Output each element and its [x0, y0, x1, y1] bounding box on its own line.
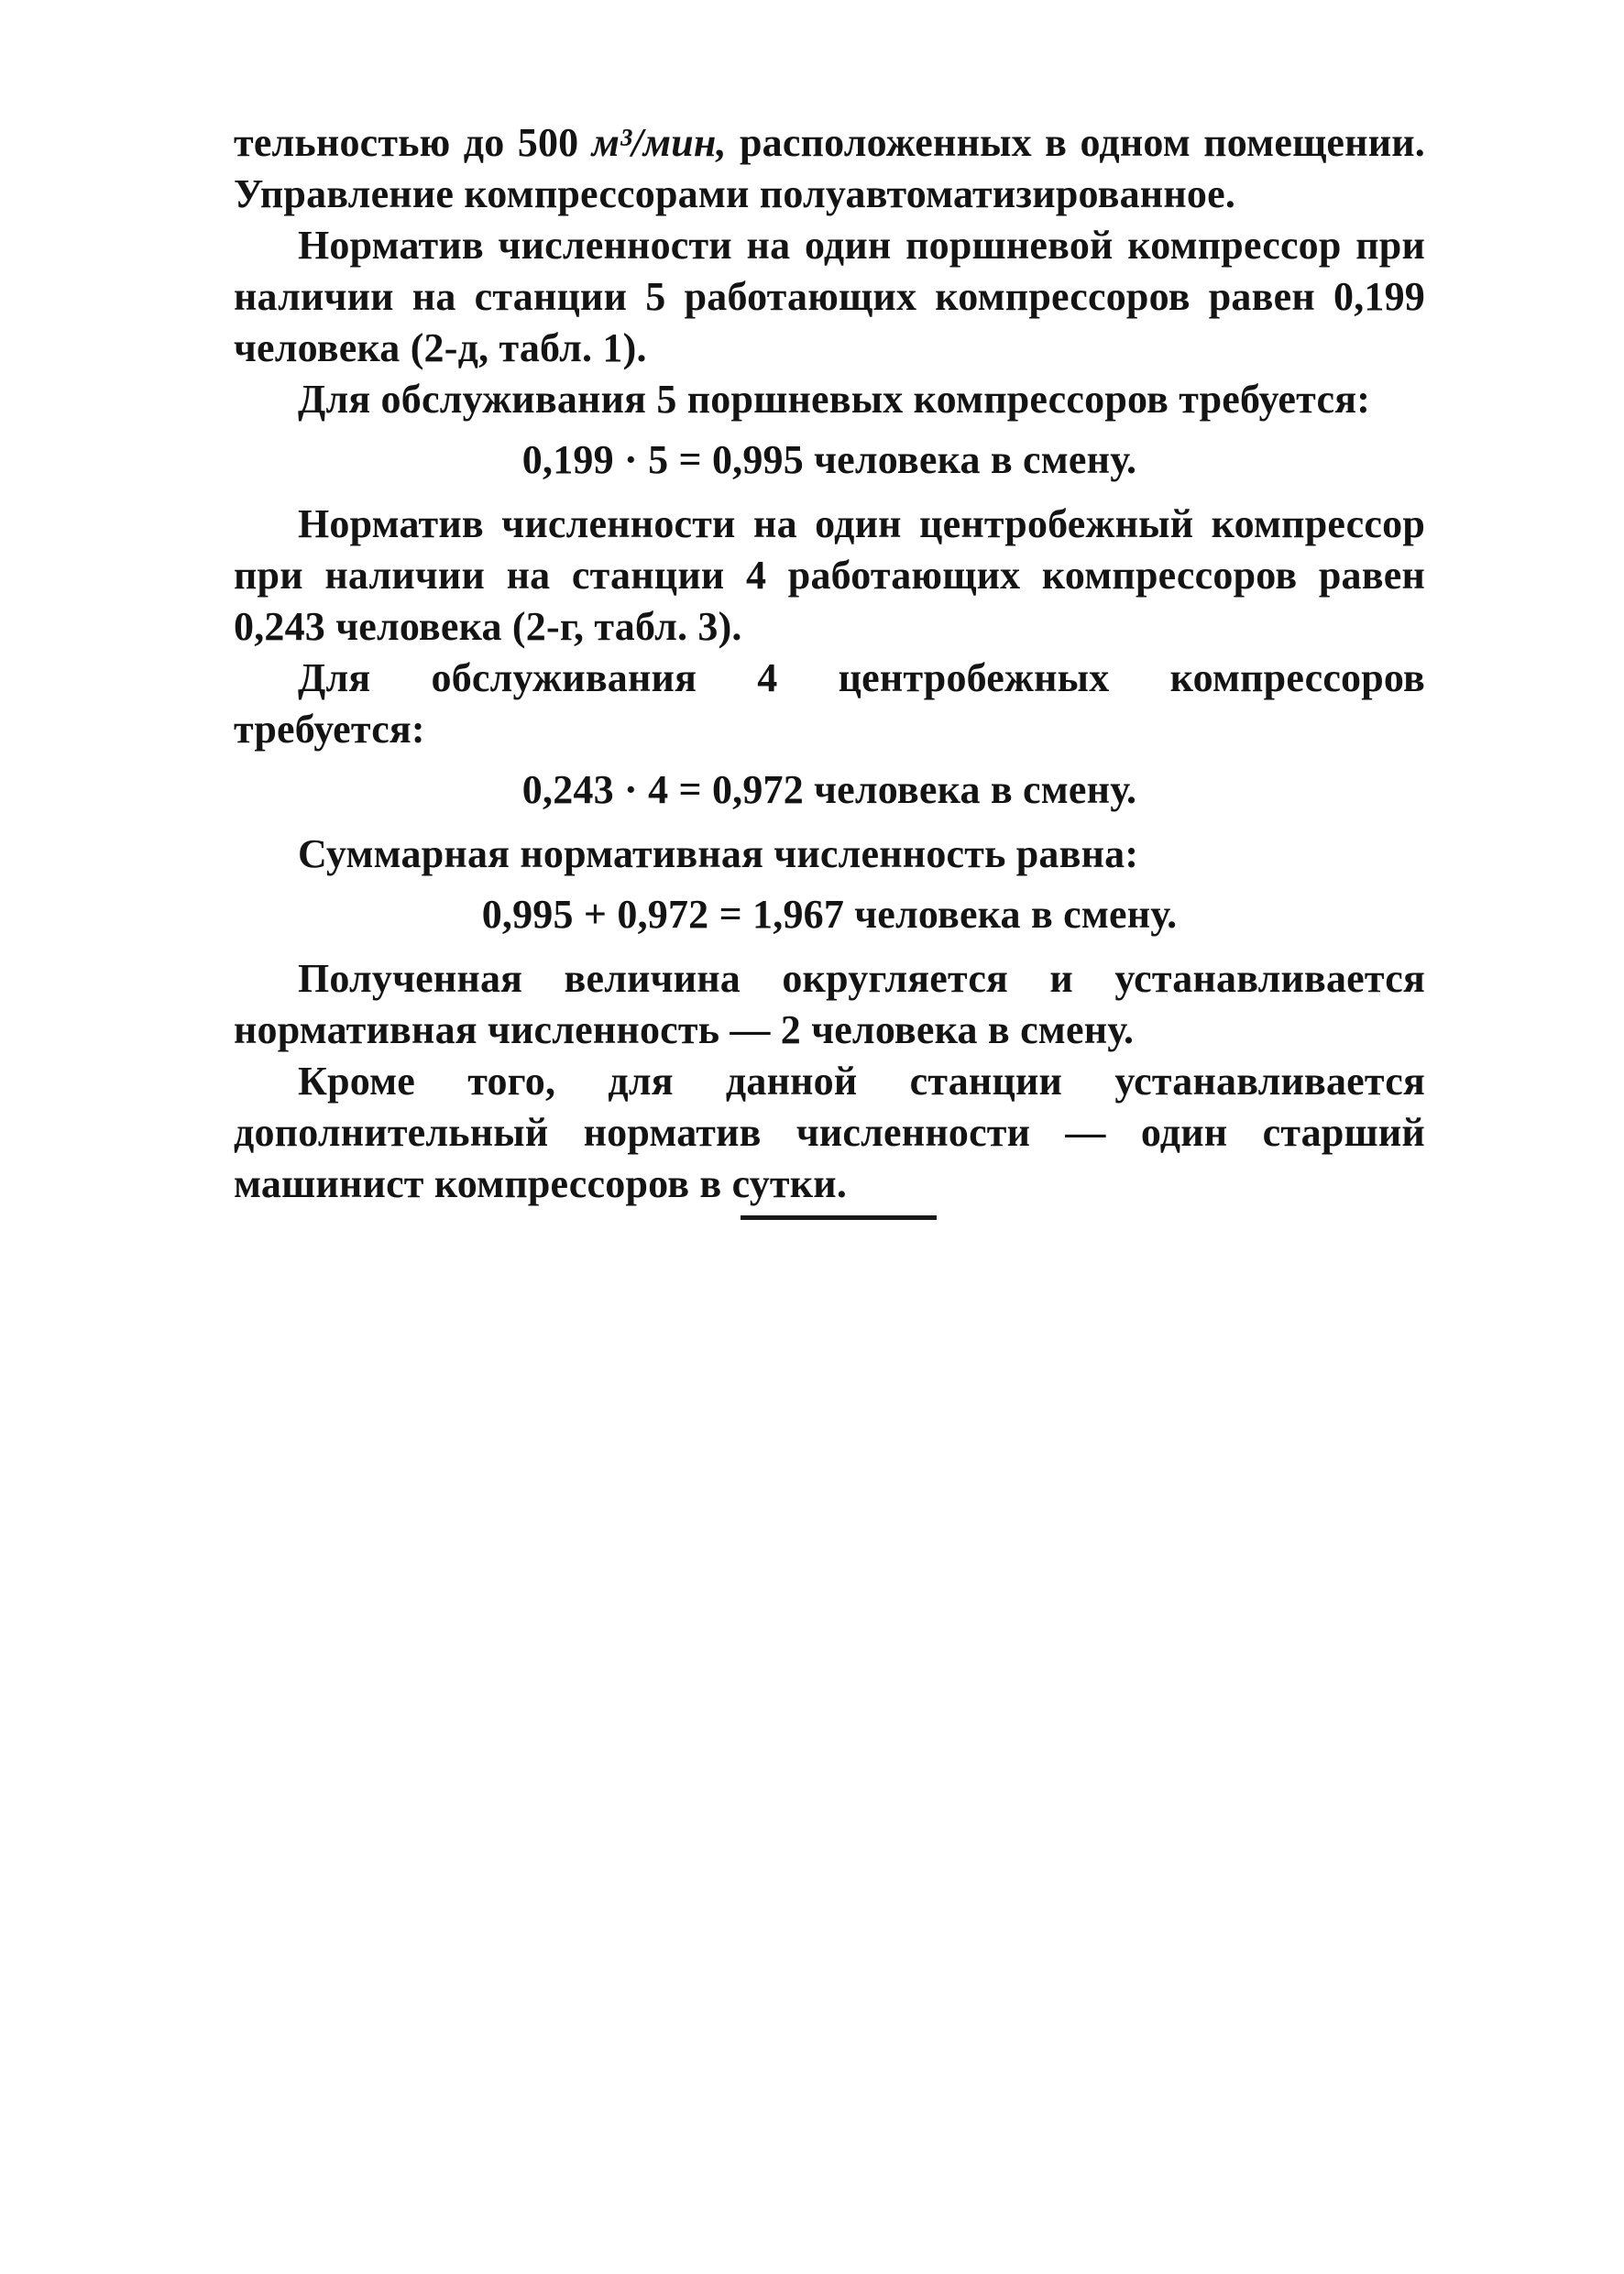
paragraph-rounding: Полученная величина округляется и устанавливается нормативная численность — 2 человека в смену. [234, 956, 1425, 1052]
paragraph-piston-norm: Норматив численности на один поршневой компрессор при наличии на станции 5 работающих компрессоров равен 0,199 человека (2-д, табл. 1). [234, 223, 1425, 370]
unit-text: м³/мин, [591, 120, 727, 165]
formula-total: 0,995 + 0,972 = 1,967 человека в смену. [481, 892, 1178, 937]
paragraph-total-label: Суммарная нормативная численность равна: [298, 831, 1139, 876]
paragraph-continuation [234, 117, 1425, 220]
formula-piston: 0,199 · 5 = 0,995 человека в смену. [521, 437, 1137, 482]
formula-centrifugal: 0,243 · 4 = 0,972 человека в смену. [521, 767, 1137, 812]
body-text [234, 117, 1425, 1210]
paragraph-piston-service: Для обслуживания 5 поршневых компрессоров требуется: [298, 377, 1371, 422]
paragraph-additional: Кроме того, для данной станции устанавливается дополнительный норматив численности — один старший машинист компрессоров в сутки. [234, 1059, 1425, 1206]
paragraph-text: расположенных в одном помещении. Управление компрессорами полуавтоматизированное. [234, 120, 1425, 216]
paragraph-centrifugal-service: Для обслуживания 4 центробежных компрессоров требуется: [234, 655, 1425, 752]
paragraph-centrifugal-norm: Норматив численности на один центробежный компрессор при наличии на станции 4 работающих компрессоров равен 0,243 человека (2-г, табл. 3). [234, 501, 1425, 649]
section-divider [741, 1215, 937, 1220]
paragraph-text: тельностью до 500 [234, 120, 592, 165]
